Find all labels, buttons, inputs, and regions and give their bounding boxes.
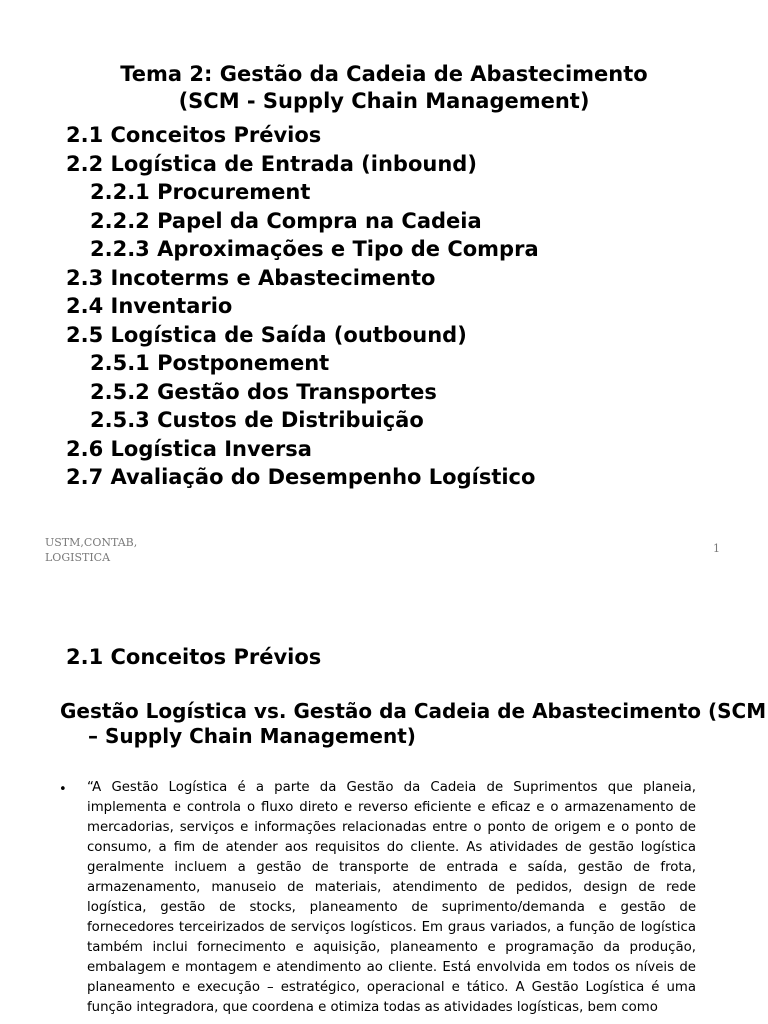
footer-line-1: USTM,CONTAB, <box>45 536 138 549</box>
toc-item: 2.6 Logística Inversa <box>66 436 312 461</box>
toc-subitem: 2.5.3 Custos de Distribuição <box>90 408 424 432</box>
table-of-contents <box>66 121 539 492</box>
toc-item: 2.4 Inventario <box>66 294 233 318</box>
slide-footer <box>45 535 137 565</box>
toc-item: 2.2 Logística de Entrada (inbound) <box>66 151 477 176</box>
toc-item: 2.7 Avaliação do Desempenho Logístico <box>66 465 536 489</box>
page-number: 1 <box>713 542 720 555</box>
toc-item: 2.5 Logística de Saída (outbound) <box>66 322 467 347</box>
toc-subitem: 2.2.3 Aproximações e Tipo de Compra <box>90 237 539 261</box>
toc-subitem: 2.5.1 Postponement <box>90 351 330 375</box>
bullet-marker: • <box>59 782 67 797</box>
section-heading: 2.1 Conceitos Prévios <box>66 645 322 669</box>
toc-subitem: 2.5.2 Gestão dos Transportes <box>90 379 437 404</box>
toc-subitem: 2.2.2 Papel da Compra na Cadeia <box>90 208 482 233</box>
slide-title-line-2: (SCM - Supply Chain Management) <box>178 89 590 113</box>
toc-item: 2.3 Incoterms e Abastecimento <box>66 265 436 290</box>
definition-quote: “A Gestão Logística é a parte da Gestão da Cadeia de Suprimentos que planeia, implementa e controla o fluxo direto e reverso eficiente e eficaz e o armazenamento de mercadorias, serviços e informações relacionadas entre o ponto de origem e o ponto de consumo, a fim de atender aos requisitos do cliente. As atividades de gestão logística geralmente incluem a gestão de transporte de entrada e saída, gestão de frota, armazenamento, manuseio de materiais, atendimento de pedidos, design de rede logística, gestão de stocks, planeamento de suprimento/demanda e gestão de fornecedores terceirizados de serviços logísticos. Em graus variados, a função de logística também inclui fornecimento e aquisição, planeamento e programação da produção, embalagem e montagem e atendimento ao cliente. Está envolvida em todos os níveis de planeamento e execução – estratégico, operacional e tático. A Gestão Logística é uma função integradora, que coordena e otimiza todas as atividades logísticas, bem como <box>87 780 696 1015</box>
section-subtitle: Gestão Logística vs. Gestão da Cadeia de Abastecimento (SCM – Supply Chain Management) <box>60 699 767 748</box>
toc-subitem: 2.2.1 Procurement <box>90 180 311 204</box>
footer-line-2: LOGISTICA <box>45 551 111 564</box>
slide-title-line-1: Tema 2: Gestão da Cadeia de Abastecimento <box>120 62 648 86</box>
toc-item: 2.1 Conceitos Prévios <box>66 123 322 147</box>
